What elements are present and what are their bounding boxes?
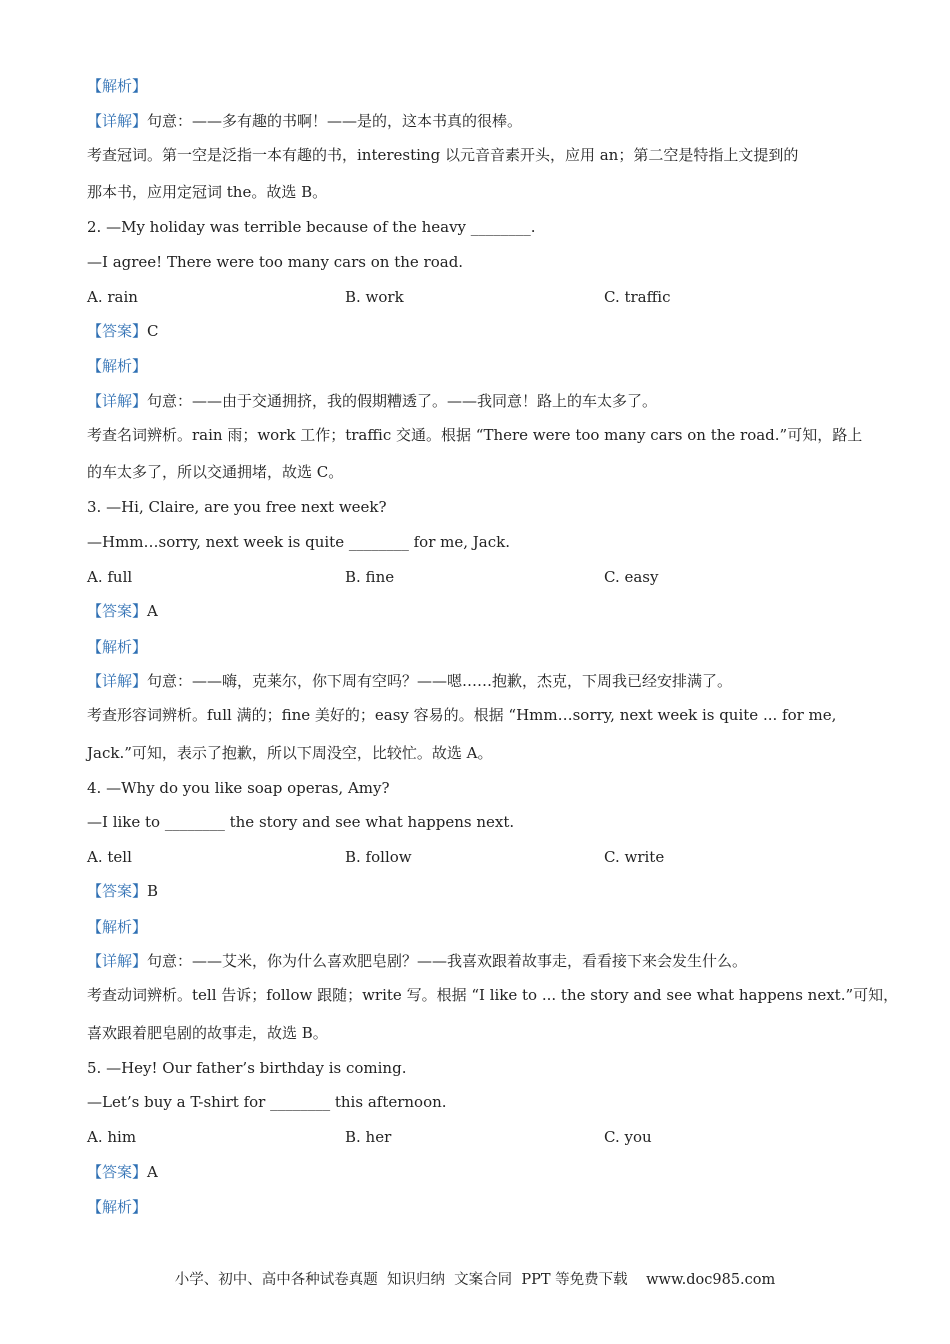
option-b: B. work [345,288,404,306]
question-stem: —Hmm…sorry, next week is quite ________ for me, Jack. [87,533,510,551]
detail-line [87,671,732,691]
answer-tag: 【答案】 [87,322,148,340]
answer-value: A [147,1163,158,1181]
option-a: A. full [87,568,133,586]
answer-tag: 【答案】 [87,602,148,620]
explanation-line: 考查动词辨析。tell 告诉；follow 跟随；write 写。根据 “I like to ... the story and see what happens next.”可知， [87,986,899,1004]
detail-tag: 【详解】 [87,392,148,410]
answer-tag: 【答案】 [87,882,148,900]
detail-line [87,111,522,131]
explanation-line: 喜欢跟着肥皂剧的故事走，故选 B。 [87,1024,328,1042]
detail-text: 句意：——由于交通拥挤，我的假期糟透了。——我同意！路上的车太多了。 [147,392,658,410]
analysis-tag: 【解析】 [87,638,148,656]
detail-tag: 【详解】 [87,672,148,690]
analysis-tag: 【解析】 [87,918,148,936]
detail-text: 句意：——嗨，克莱尔，你下周有空吗？——嗯……抱歉，杰克，下周我已经安排满了。 [147,672,733,690]
page-footer: 小学、初中、高中各种试卷真题 知识归纳 文案合同 PPT 等免费下载 www.doc985.com [174,1272,776,1288]
option-c: C. you [604,1128,652,1146]
option-c: C. traffic [604,288,671,306]
answer-line [87,321,159,341]
question-stem: 4. —Why do you like soap operas, Amy? [87,779,390,797]
answer-line [87,601,158,621]
detail-text: 句意：——多有趣的书啊！——是的，这本书真的很棒。 [147,112,523,130]
question-stem: —I like to ________ the story and see what happens next. [87,813,515,831]
explanation-line: 那本书，应用定冠词 the。故选 B。 [87,183,328,201]
option-a: A. tell [87,848,132,866]
detail-tag: 【详解】 [87,112,148,130]
analysis-tag: 【解析】 [87,357,148,375]
detail-text: 句意：——艾米，你为什么喜欢肥皂剧？——我喜欢跟着故事走，看看接下来会发生什么。 [147,952,748,970]
option-c: C. easy [604,568,659,586]
explanation-line: 考查冠词。第一空是泛指一本有趣的书，interesting 以元音音素开头，应用 an；第二空是特指上文提到的 [87,146,799,164]
explanation-line: 考查形容词辨析。full 满的；fine 美好的；easy 容易的。根据 “Hmm…sorry, next week is quite ... for me, [87,706,837,724]
option-b: B. fine [345,568,395,586]
question-stem: 5. —Hey! Our father’s birthday is coming. [87,1059,407,1077]
question-stem: 2. —My holiday was terrible because of the heavy ________. [87,218,536,236]
answer-line [87,1162,158,1182]
detail-line [87,391,657,411]
option-c: C. write [604,848,665,866]
question-stem: —Let’s buy a T-shirt for ________ this afternoon. [87,1093,447,1111]
option-b: B. her [345,1128,392,1146]
question-stem: —I agree! There were too many cars on the road. [87,253,464,271]
answer-tag: 【答案】 [87,1163,148,1181]
option-a: A. rain [87,288,138,306]
option-a: A. him [87,1128,137,1146]
explanation-line: 的车太多了，所以交通拥堵，故选 C。 [87,463,344,481]
answer-line [87,881,158,901]
answer-value: C [147,322,159,340]
answer-value: A [147,602,158,620]
detail-tag: 【详解】 [87,952,148,970]
detail-line [87,951,747,971]
answer-value: B [147,882,159,900]
explanation-line: 考查名词辨析。rain 雨；work 工作；traffic 交通。根据 “There were too many cars on the road.”可知，路上 [87,426,863,444]
analysis-tag: 【解析】 [87,1198,148,1216]
option-b: B. follow [345,848,412,866]
analysis-tag: 【解析】 [87,77,148,95]
explanation-line: Jack.”可知，表示了抱歉，所以下周没空，比较忙。故选 A。 [87,744,493,762]
question-stem: 3. —Hi, Claire, are you free next week? [87,498,387,516]
